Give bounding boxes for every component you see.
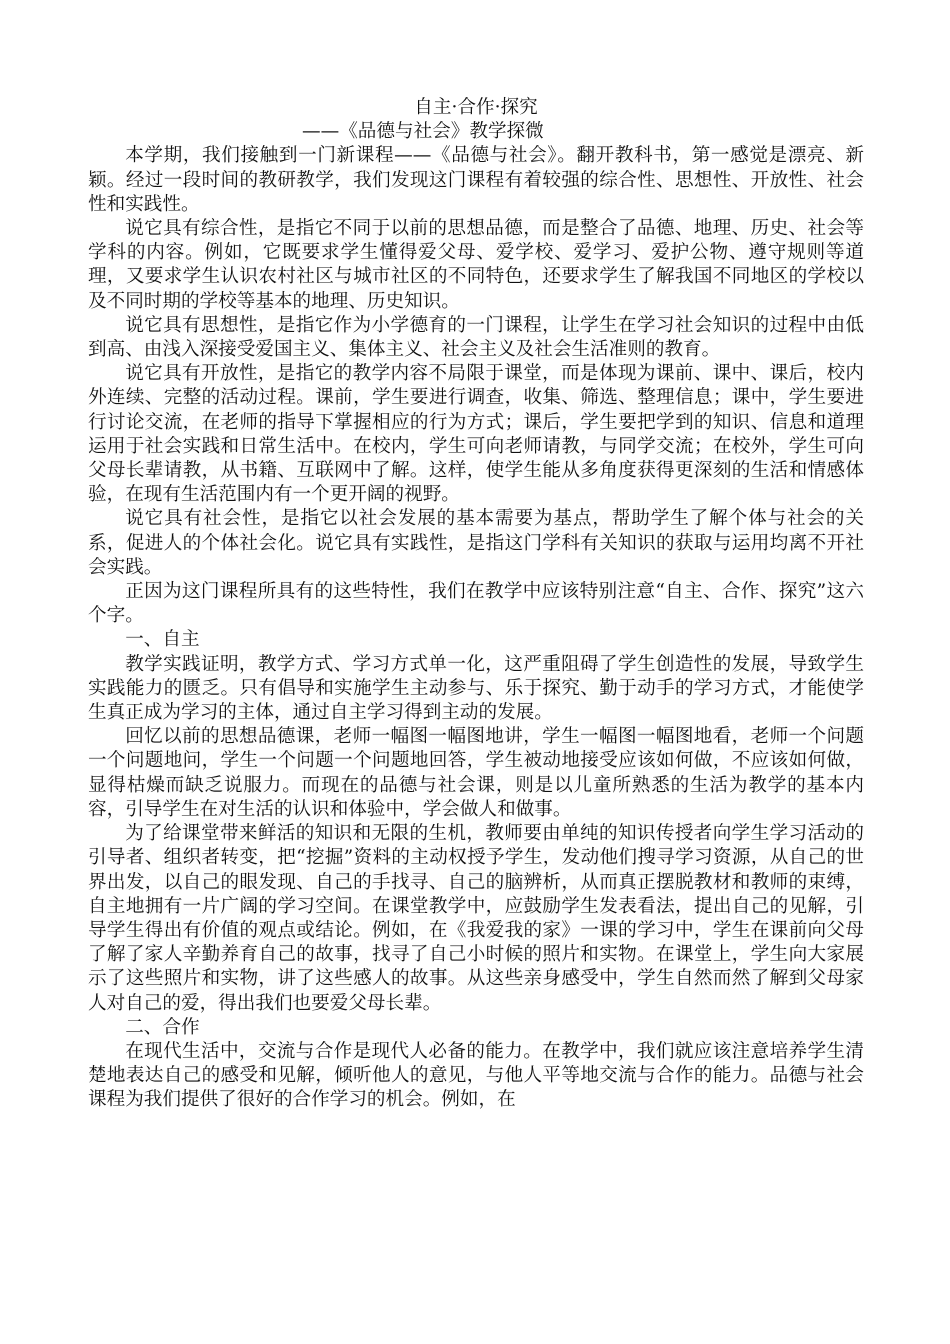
paragraph-social-practical: 说它具有社会性，是指它以社会发展的基本需要为基点，帮助学生了解个体与社会的关系，促进人的个体社会化。说它具有实践性，是指这门学科有关知识的获取与运用均离不开社会实践。 <box>88 508 864 578</box>
paragraph-cooperation-1: 在现代生活中，交流与合作是现代人必备的能力。在教学中，我们就应该注意培养学生清楚地表达自己的感受和见解，倾听他人的意见，与他人平等地交流与合作的能力。品德与社会课程为我们提供了很好的合作学习的机会。例如，在 <box>88 1040 864 1111</box>
document-page <box>88 96 864 1113</box>
paragraph-comprehensive: 说它具有综合性，是指它不同于以前的思想品德，而是整合了品德、地理、历史、社会等学科的内容。例如，它既要求学生懂得爱父母、爱学校、爱学习、爱护公物、遵守规则等道理，又要求学生认识农村社区与城市社区的不同特色，还要求学生了解我国不同地区的学校以及不同时期的学校等基本的地理、历史知识。 <box>88 218 864 312</box>
paragraph-openness: 说它具有开放性，是指它的教学内容不局限于课堂，而是体现为课前、课中、课后，校内外连续、完整的活动过程。课前，学生要进行调查，收集、筛选、整理信息；课中，学生要进行讨论交流，在老师的指导下掌握相应的行为方式；课后，学生要把学到的知识、信息和道理运用于社会实践和日常生活中。在校内，学生可向老师请教，与同学交流；在校外，学生可向父母长辈请教，从书籍、互联网中了解。这样，使学生能从多角度获得更深刻的生活和情感体验，在现有生活范围内有一个更开阔的视野。 <box>88 363 864 506</box>
paragraph-six-words: 正因为这门课程所具有的这些特性，我们在教学中应该特别注意“自主、合作、探究”这六个字。 <box>88 581 864 627</box>
paragraph-intro: 本学期，我们接触到一门新课程——《品德与社会》。翻开教科书，第一感觉是漂亮、新颖。经过一段时间的教研教学，我们发现这门课程有着较强的综合性、思想性、开放性、社会性和实践性。 <box>88 145 864 215</box>
paragraph-ideological: 说它具有思想性，是指它作为小学德育的一门课程，让学生在学习社会知识的过程中由低到高、由浅入深接受爱国主义、集体主义、社会主义及社会生活准则的教育。 <box>88 314 864 361</box>
section-heading-autonomy: 一、自主 <box>125 629 200 651</box>
document-title: 自主·合作·探究 <box>414 97 538 118</box>
paragraph-autonomy-3: 为了给课堂带来鲜活的知识和无限的生机，教师要由单纯的知识传授者向学生学习活动的引导者、组织者转变，把“挖掘”资料的主动权授予学生，发动他们搜寻学习资源，从自己的世界出发，以自己的眼发现、自己的手找寻、自己的脑辨析，从而真正摆脱教材和教师的束缚，自主地拥有一片广阔的学习空间。在课堂教学中，应鼓励学生发表看法，提出自己的见解，引导学生得出有价值的观点或结论。例如，在《我爱我的家》一课的学习中，学生在课前向父母了解了家人辛勤养育自己的故事，找寻了自己小时候的照片和实物。在课堂上，学生向大家展示了这些照片和实物，讲了这些感人的故事。从这些亲身感受中，学生自然而然了解到父母家人对自己的爱，得出我们也要爱父母长辈。 <box>88 823 864 1014</box>
section-heading-cooperation: 二、合作 <box>125 1016 200 1038</box>
document-subtitle: ——《品德与社会》教学探微 <box>302 121 544 143</box>
paragraph-autonomy-1: 教学实践证明，教学方式、学习方式单一化，这严重阻碍了学生创造性的发展，导致学生实践能力的匮乏。只有倡导和实施学生主动参与、乐于探究、勤于动手的学习方式，才能使学生真正成为学习的主体，通过自主学习得到主动的发展。 <box>88 653 864 724</box>
paragraph-autonomy-2: 回忆以前的思想品德课，老师一幅图一幅图地讲，学生一幅图一幅图地看，老师一个问题一个问题地问，学生一个问题一个问题地回答，学生被动地接受应该如何做，不应该如何做，显得枯燥而缺乏说服力。而现在的品德与社会课，则是以儿童所熟悉的生活为教学的基本内容，引导学生在对生活的认识和体验中，学会做人和做事。 <box>88 726 864 820</box>
